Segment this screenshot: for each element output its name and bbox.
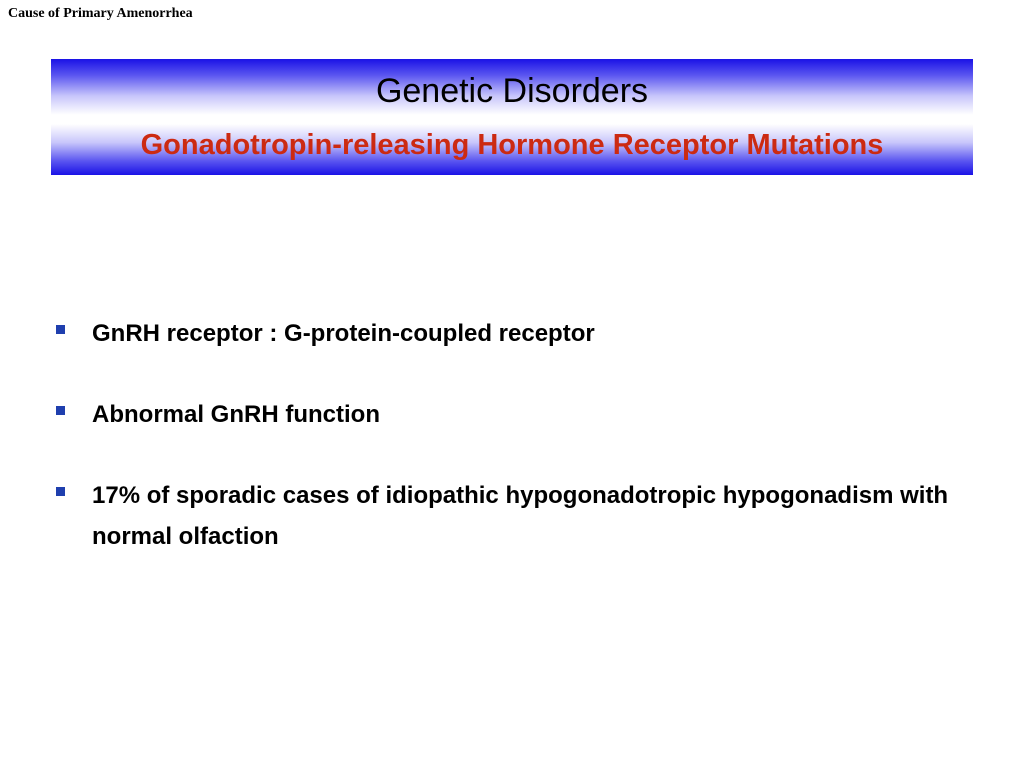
square-bullet-icon	[56, 325, 65, 334]
slide-title: Genetic Disorders	[375, 72, 649, 110]
square-bullet-icon	[56, 487, 65, 496]
bullet-text: Abnormal GnRH function	[92, 401, 380, 428]
bullet-item	[52, 475, 952, 557]
bullet-text: 17% of sporadic cases of idiopathic hypogonadotropic hypogonadism with normal olfaction	[92, 482, 949, 550]
bullet-list	[52, 313, 952, 597]
running-header: Cause of Primary Amenorrhea	[8, 6, 193, 21]
bullet-item	[52, 313, 952, 354]
square-bullet-icon	[56, 406, 65, 415]
slide-subtitle: Gonadotropin-releasing Hormone Receptor Mutations	[140, 129, 884, 161]
bullet-item	[52, 394, 952, 435]
title-band	[51, 59, 973, 175]
bullet-text: GnRH receptor : G-protein-coupled receptor	[92, 320, 595, 347]
